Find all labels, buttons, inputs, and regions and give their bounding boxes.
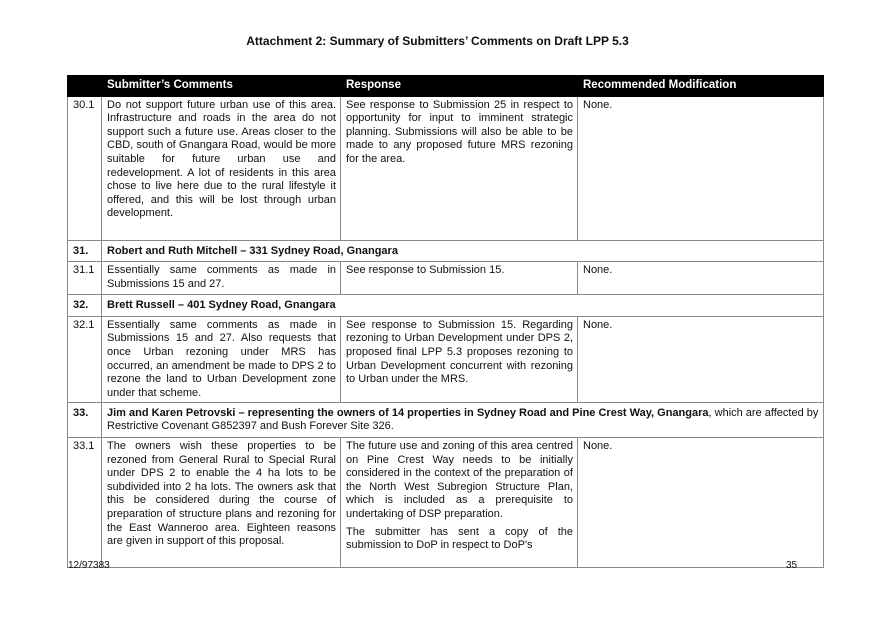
row-number: 30.1: [68, 96, 102, 240]
submitter-comment: Essentially same comments as made in Submissions 15 and 27. Also requests that once Urban rezoning under MRS has occurred, an amendment be made to DPS 2 to rezone the land to Urban Development zone under that scheme.: [102, 316, 341, 402]
header-number: [68, 76, 102, 97]
document-title: Attachment 2: Summary of Submitters’ Comments on Draft LPP 5.3: [246, 34, 629, 48]
submitter-name: Brett Russell – 401 Sydney Road, Gnangara: [102, 295, 824, 317]
recommended-modification: None.: [578, 437, 824, 567]
submitter-comment: Do not support future urban use of this area. Infrastructure and roads in the area do not support such a future use. Areas closer to the CBD, south of Gnangara Road, would be more suitable for future urban use and redevelopment. A lot of residents in this area chose to live here due to the rural lifestyle it offered, and this will be lost through urban development.: [102, 96, 341, 240]
submitter-name: Jim and Karen Petrovski – representing the owners of 14 properties in Sydney Road and Pine Crest Way, Gnangara: [107, 406, 709, 419]
table-row: [68, 437, 824, 567]
table-row: [68, 316, 824, 402]
header-submitters-comments: Submitter’s Comments: [102, 76, 341, 97]
submitter-group-row: [68, 295, 824, 317]
recommended-modification: None.: [578, 262, 824, 295]
submitter-comment: The owners wish these properties to be rezoned from General Rural to Special Rural under DPS 2 to enable the 4 ha lots to be subdivided into 2 ha lots. The owners ask that this be considered during the course of preparation of structure plans and rezoning for the East Wanneroo area. Eighteen reasons are given in support of this proposal.: [102, 437, 341, 567]
table-row: [68, 262, 824, 295]
response-text: The future use and zoning of this area centred on Pine Crest Way needs to be initially considered in the context of the preparation of the North West Subregion Structure Plan, which is included as a prerequisite to undertaking of DSP preparation.: [346, 439, 573, 520]
page-number: 35: [786, 560, 798, 571]
row-number: 31.1: [68, 262, 102, 295]
table-row: [68, 96, 824, 240]
submitter-group-row: [68, 402, 824, 437]
group-number: 33.: [68, 402, 102, 437]
group-number: 32.: [68, 295, 102, 317]
recommended-modification: None.: [578, 96, 824, 240]
document-reference: 12/97383: [68, 560, 110, 571]
submitter-comment: Essentially same comments as made in Submissions 15 and 27.: [102, 262, 341, 295]
row-number: 33.1: [68, 437, 102, 567]
row-number: 32.1: [68, 316, 102, 402]
submissions-table: [67, 75, 824, 568]
table-header-row: [68, 76, 824, 97]
header-recommended-modification: Recommended Modification: [578, 76, 824, 97]
submitter-group-row: [68, 240, 824, 262]
group-number: 31.: [68, 240, 102, 262]
response-text: See response to Submission 15.: [341, 262, 578, 295]
response-text-continued: The submitter has sent a copy of the submission to DoP in respect to DoP's: [346, 525, 573, 552]
submitter-details: [102, 402, 824, 437]
response-text: See response to Submission 25 in respect to opportunity for input to imminent strategic planning. Submissions will also be able to be made to any proposed future MRS rezoning for the area.: [341, 96, 578, 240]
header-response: Response: [341, 76, 578, 97]
response-cell: [341, 437, 578, 567]
recommended-modification: None.: [578, 316, 824, 402]
submitter-note: , which are affected by Restrictive Covenant G852397 and Bush Forever Site 326.: [107, 406, 819, 433]
response-text: See response to Submission 15. Regarding rezoning to Urban Development under DPS 2, proposed final LPP 5.3 proposes rezoning to Urban Development concurrent with rezoning to Urban under the MRS.: [341, 316, 578, 402]
submitter-name: Robert and Ruth Mitchell – 331 Sydney Road, Gnangara: [102, 240, 824, 262]
